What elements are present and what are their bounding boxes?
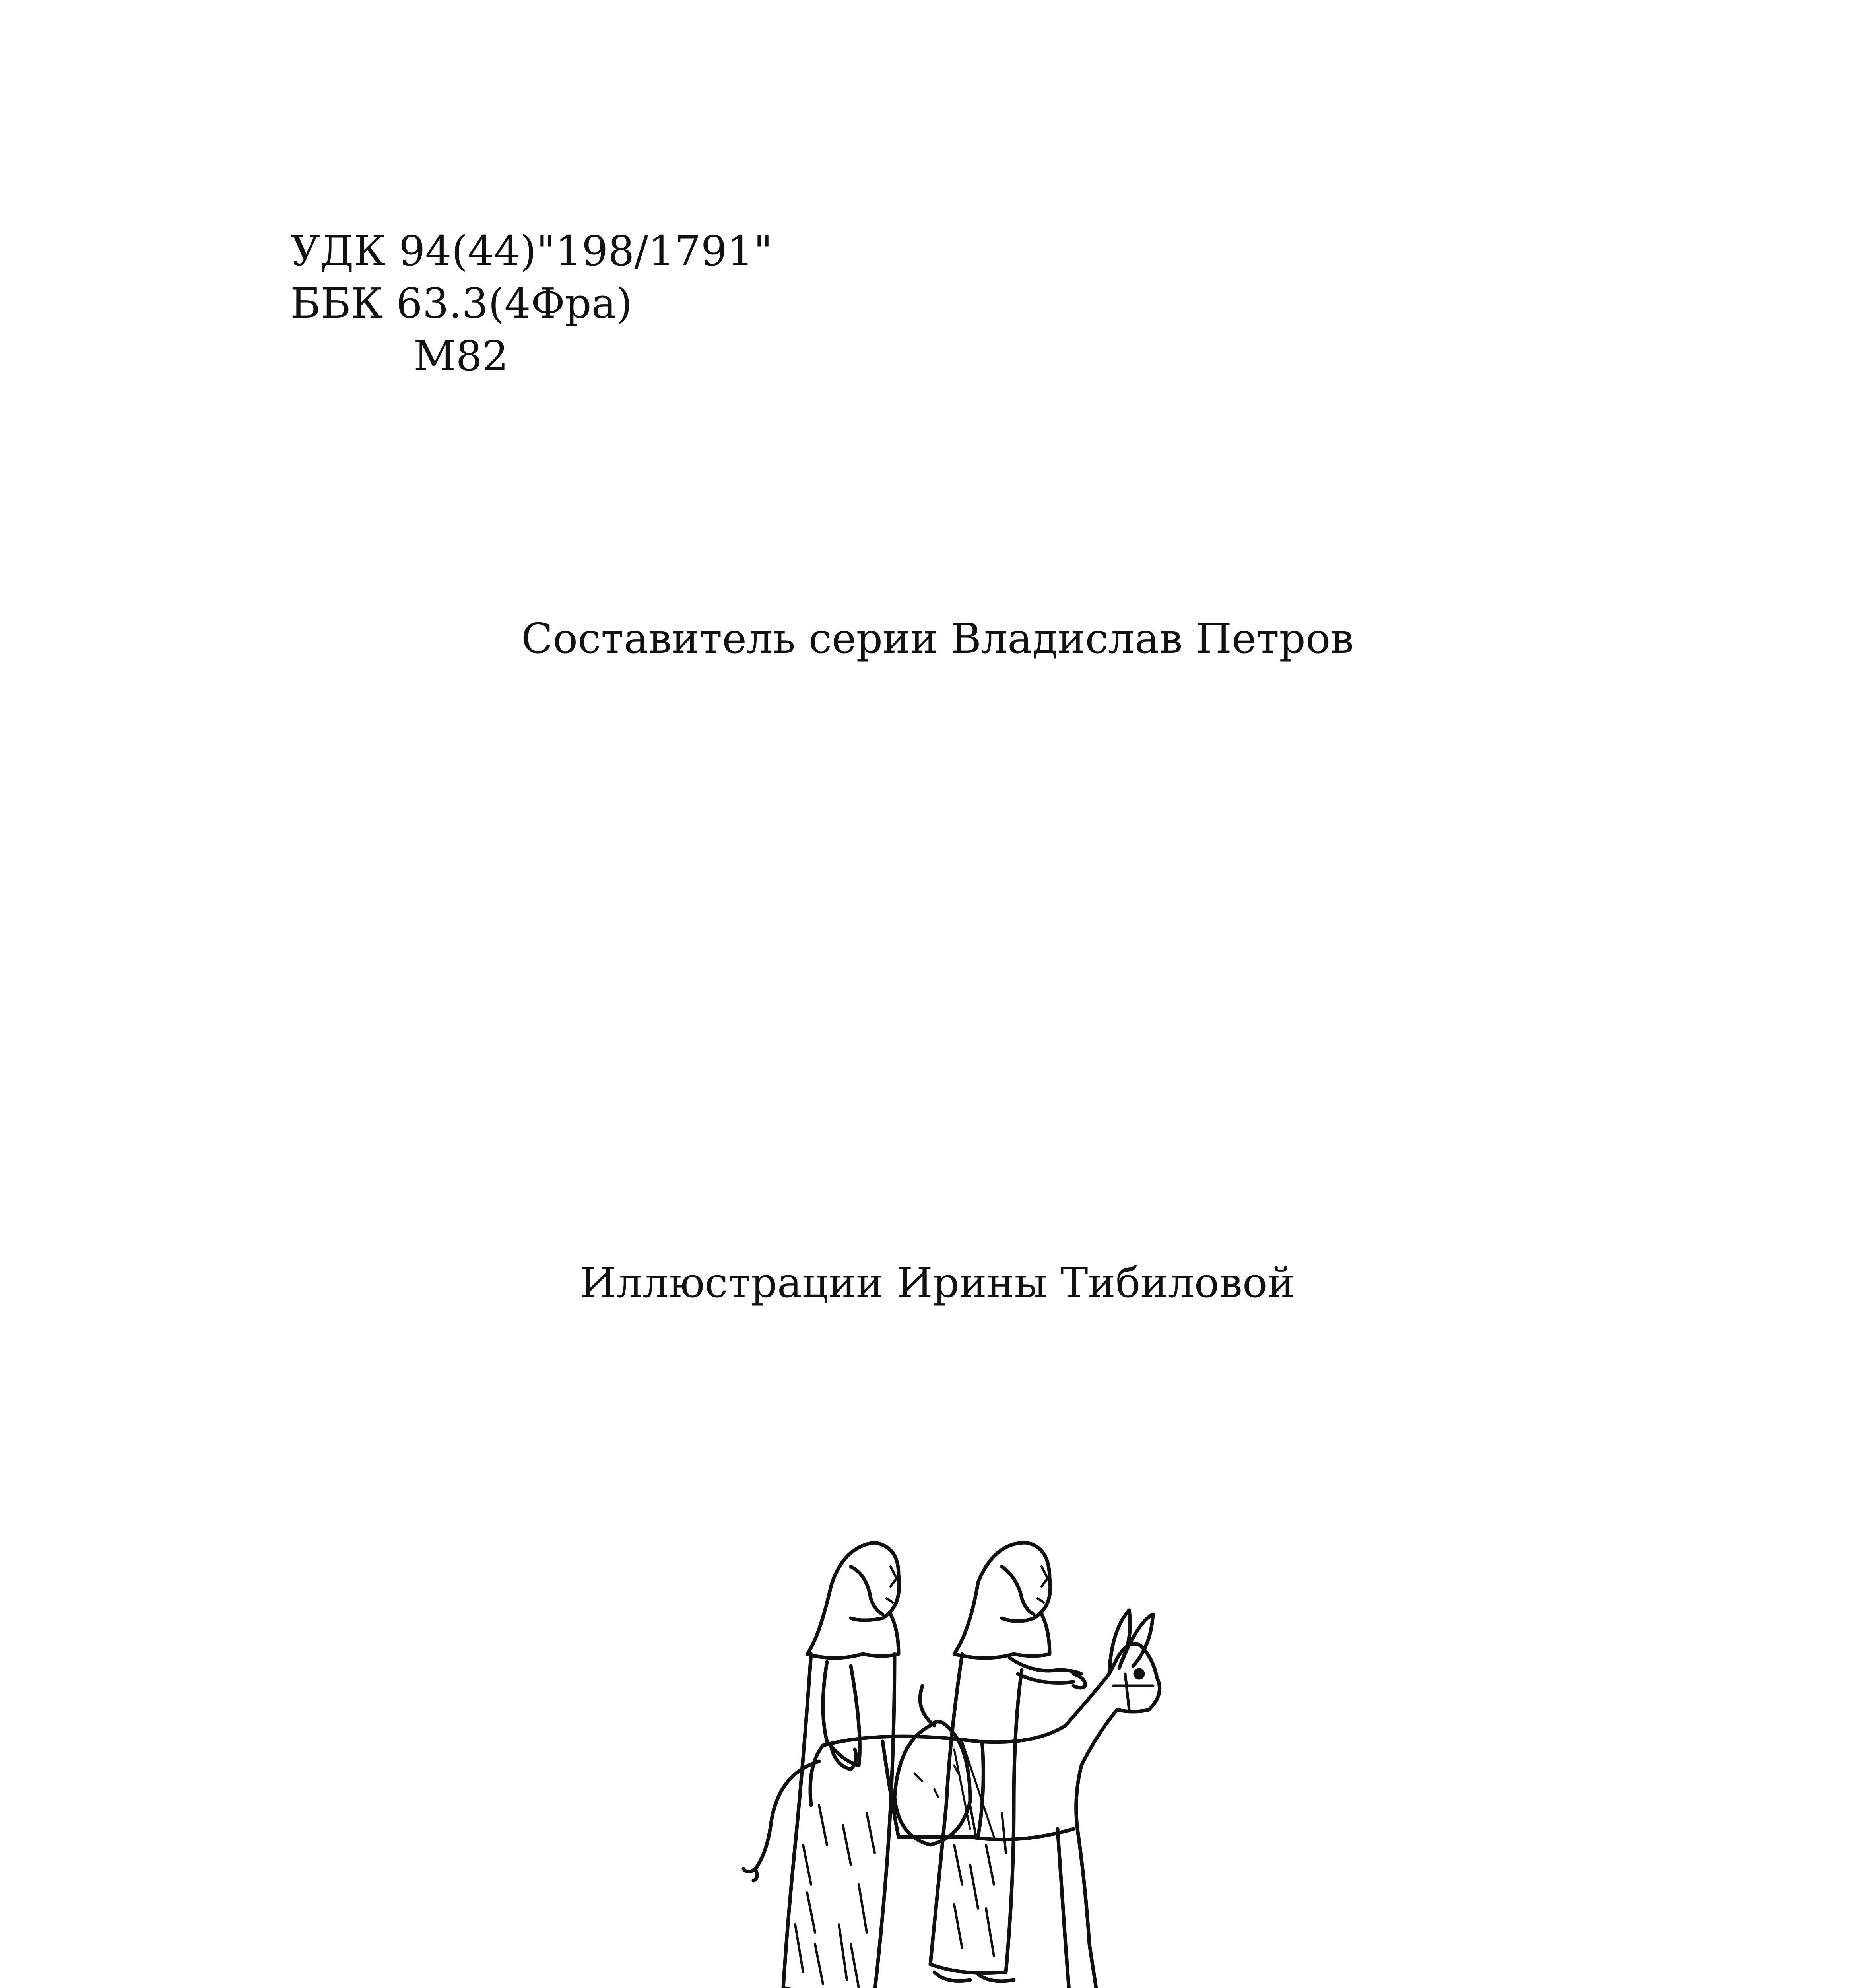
udk-code: УДК 94(44)"198/1791"	[290, 227, 773, 275]
classification-block	[290, 225, 773, 382]
author-mark: М82	[413, 332, 509, 380]
two-nuns-with-donkey-illustration	[676, 1487, 1252, 1988]
series-compiler-credit: Составитель серии Владислав Петров	[521, 614, 1354, 663]
illustrator-credit: Иллюстрации Ирины Тибиловой	[580, 1258, 1295, 1307]
bbk-code: ББК 63.3(4Фра)	[290, 279, 633, 328]
